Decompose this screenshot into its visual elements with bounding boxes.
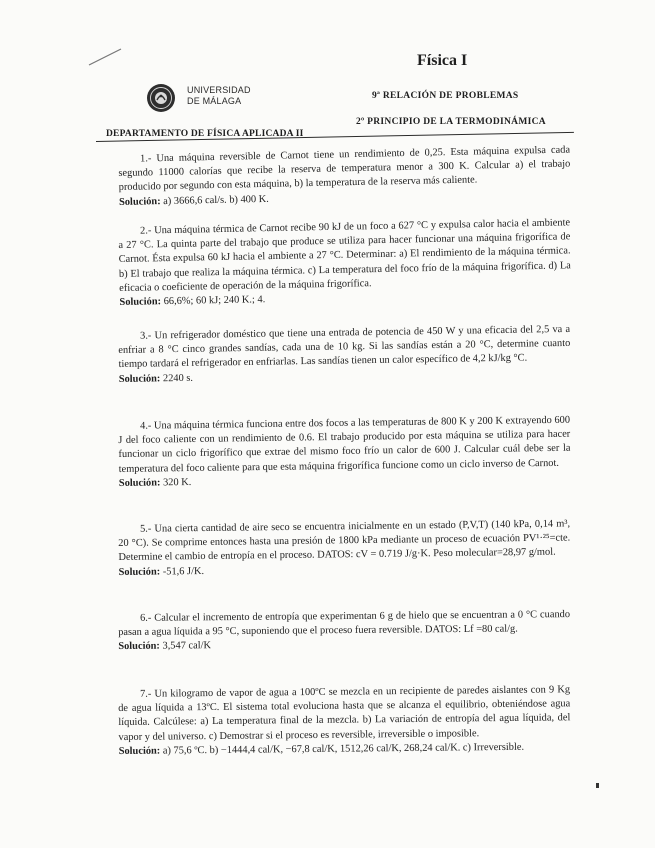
solution-7-value: a) 75,6 ºC. b) −1444,4 cal/K, −67,8 cal/K, 1512,26 cal/K, 268,24 cal/K. c) Irreversible. <box>162 741 525 757</box>
problem-3-text: 3.- Un refrigerador doméstico que tiene una entrada de potencia de 450 W y una eficacia del 2,5 va a enfriar a 8 °C cinco grandes sandías, cada una de 10 kg. Si las sandías están a 20 °C, determine cuanto tiempo tardará el refrigerador en enfriarlas. Las sandías tienen un calor específico de 4,2 kJ/kg °C. <box>118 323 571 371</box>
pen-stroke-mark <box>88 48 122 66</box>
solution-3-value: 2240 s. <box>162 372 194 384</box>
problem-6 <box>118 608 570 655</box>
solution-2-label: Solución: <box>119 296 162 309</box>
university-logo-icon <box>146 83 176 113</box>
solution-4-value: 320 K. <box>162 476 192 489</box>
problem-7 <box>118 683 571 759</box>
course-title: Física I <box>417 52 468 69</box>
solution-5-value: -51,6 J/K. <box>162 565 205 578</box>
solution-5-label: Solución: <box>118 566 161 578</box>
university-line-1: UNIVERSIDAD <box>187 85 251 95</box>
problem-4 <box>118 414 571 491</box>
problem-4-text: 4.- Una máquina térmica funciona entre dos focos a las temperaturas de 800 K y 200 K extrayendo 600 J del foco caliente con un rendimiento de 0.6. El trabajo producido por esta máquina se utiliza para hacer funcionar un ciclo frigorífico que extrae del mismo foco frío un calor de 600 J. Calcular cuál debe ser la temperatura del foco caliente para que esta máquina frigorífica funcione como un ciclo inverso de Carnot. <box>118 414 571 475</box>
topic-title: 2º PRINCIPIO DE LA TERMODINÁMICA <box>356 117 546 127</box>
solution-4-label: Solución: <box>118 477 161 489</box>
solution-6-value: 3,547 cal/K <box>162 640 212 653</box>
solution-6-label: Solución: <box>118 641 160 653</box>
problem-5-text: 5.- Una cierta cantidad de aire seco se encuentra inicialmente en un estado (P,V,T) (140 kPa, 0,14 m³, 20 °C). Se comprime entonces hasta una presión de 1800 kPa mediante un proceso de ecuación PV¹·²⁵=cte. Determine el cambio de entropía en el proceso. DATOS: cV = 0.719 J/g·K. Peso molecular=28,97 g/mol. <box>118 518 571 564</box>
solution-3-label: Solución: <box>118 372 161 385</box>
university-line-2: DE MÁLAGA <box>187 96 242 106</box>
problem-3 <box>118 323 571 387</box>
problem-1 <box>118 144 571 210</box>
solution-2-value: 66,6%; 60 kJ; 240 K.; 4. <box>163 294 266 308</box>
problem-5 <box>118 517 571 579</box>
department-name: DEPARTAMENTO DE FÍSICA APLICADA II <box>106 129 304 139</box>
problem-7-text: 7.- Un kilogramo de vapor de agua a 100ºC se mezcla en un recipiente de paredes aislantes con 9 Kg de agua líquida a 13ºC. El sistema total evoluciona hasta que se alcanza el equilibrio, obteniéndose agua líquida. Calcúlese: a) La temperatura final de la mezcla. b) La variación de entropía del agua líquida, del vapor y del universo. c) Demostrar si el proceso es reversible, irreversible o imposible. <box>118 684 571 743</box>
problem-2-text: 2.- Una máquina térmica de Carnot recibe 90 kJ de un foco a 627 °C y expulsa calor hacia el ambiente a 27 °C. La quinta parte del trabajo que produce se utiliza para hacer funcionar una máquina frigorífica de Carnot. Ésta expulsa 60 kJ hacia el ambiente a 27 °C. Determinar: a) El rendimiento de la máquina térmica. b) El trabajo que realiza la máquina térmica. c) La temperatura del foco frío de la máquina frigorífica. d) La eficacia o coeficiente de operación de la máquina frigorífica. <box>118 217 571 294</box>
problem-set-title: 9ª RELACIÓN DE PROBLEMAS <box>372 91 519 101</box>
scan-speck <box>596 783 599 788</box>
solution-1-label: Solución: <box>118 195 161 208</box>
problem-2 <box>118 216 572 310</box>
solution-1-value: a) 3666,6 cal/s. b) 400 K. <box>163 193 269 207</box>
university-name <box>187 85 251 107</box>
solution-7-label: Solución: <box>118 745 161 757</box>
problem-6-text: 6.- Calcular el incremento de entropía que experimentan 6 g de hielo que se encuentran a 0 °C cuando pasan a agua líquida a 95 °C, suponiendo que el proceso fuera reversible. DATOS: Lf =80 cal/g. <box>118 609 571 639</box>
problem-1-text: 1.- Una máquina reversible de Carnot tiene un rendimiento de 0,25. Esta máquina expulsa cada segundo 11000 calorías que recibe la reserva de temperatura menor a 300 K. Calcular a) el trabajo producido por segundo con esta máquina, b) la temperatura de la reserva más caliente. <box>118 144 571 194</box>
